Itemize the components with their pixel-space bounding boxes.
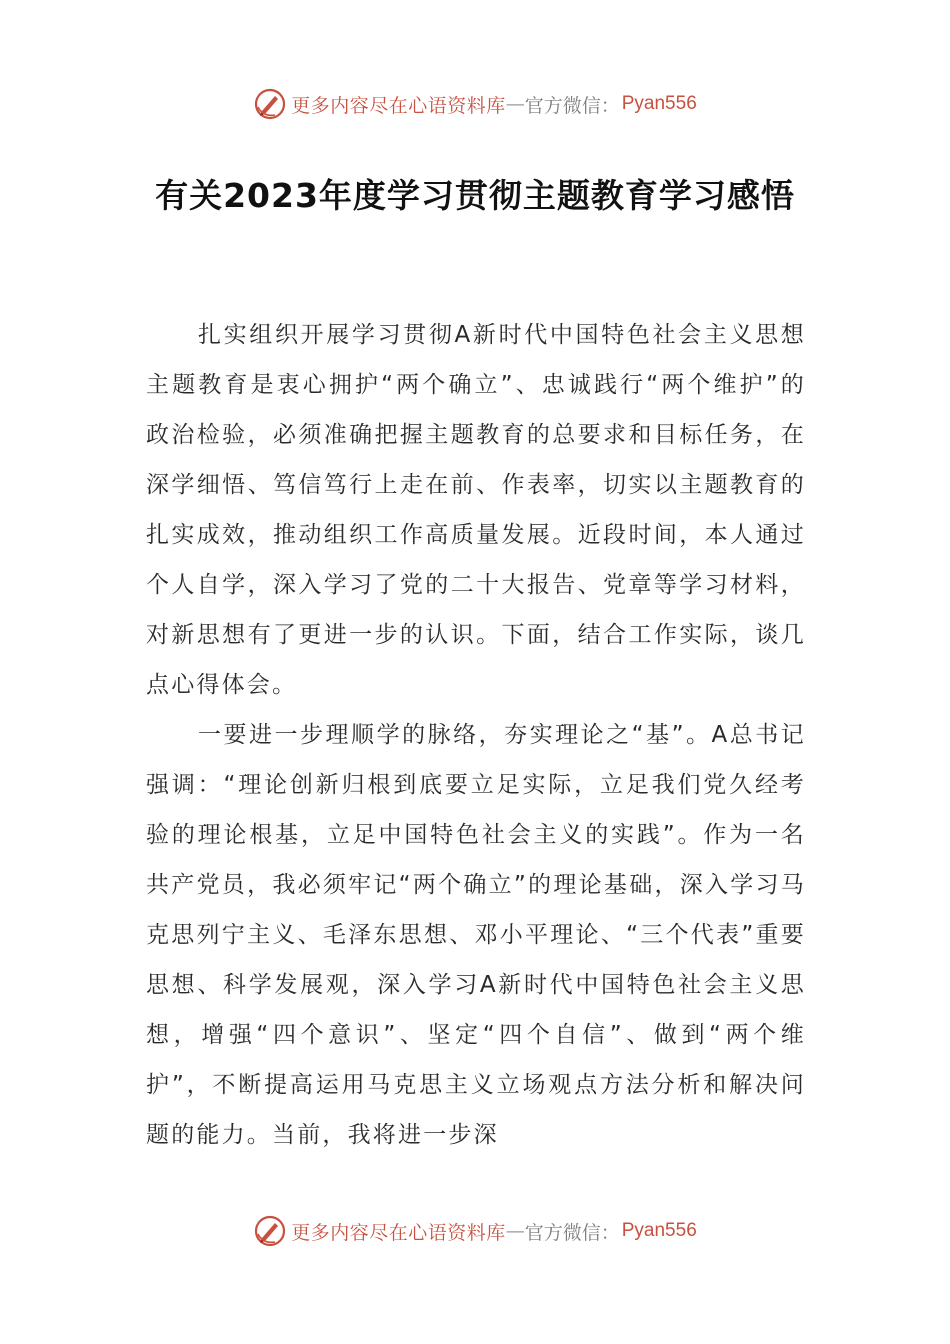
pen-logo-icon bbox=[253, 87, 287, 121]
header-banner bbox=[0, 84, 950, 124]
banner-wechat-id: Pyan556 bbox=[621, 93, 697, 114]
paragraph: 扎实组织开展学习贯彻A新时代中国特色社会主义思想主题教育是衷心拥护“两个确立”、忠诚践行“两个维护”的政治检验，必须准确把握主题教育的总要求和目标任务，在深学细悟、笃信笃行上走在前、作表率，切实以主题教育的扎实成效，推动组织工作高质量发展。近段时间，本人通过个人自学，深入学习了党的二十大报告、党章等学习材料，对新思想有了更进一步的认识。下面，结合工作实际，谈几点心得体会。 bbox=[146, 322, 806, 698]
banner-separator: — bbox=[505, 1220, 525, 1242]
paragraph: 一要进一步理顺学的脉络，夯实理论之“基”。A总书记强调：“理论创新归根到底要立足实际，立足我们党久经考验的理论根基，立足中国特色社会主义的实践”。作为一名共产党员，我必须牢记“两个确立”的理论基础，深入学习马克思列宁主义、毛泽东思想、邓小平理论、“三个代表”重要思想、科学发展观，深入学习A新时代中国特色社会主义思想，增强“四个意识”、坚定“四个自信”、做到“两个维护”，不断提高运用马克思主义立场观点方法分析和解决问题的能力。当前，我将进一步深 bbox=[146, 722, 806, 1148]
page-title: 有关2023年度学习贯彻主题教育学习感悟 bbox=[155, 176, 795, 215]
banner-contact-label: 官方微信： bbox=[524, 1221, 620, 1244]
banner-separator: — bbox=[505, 93, 525, 115]
document-body bbox=[146, 310, 806, 1160]
banner-text: 更多内容尽在心语资料库 bbox=[291, 1221, 506, 1244]
footer-banner bbox=[0, 1211, 950, 1251]
banner-text: 更多内容尽在心语资料库 bbox=[291, 94, 506, 117]
banner-contact-label: 官方微信： bbox=[524, 94, 620, 117]
pen-logo-icon bbox=[253, 1214, 287, 1248]
banner-wechat-id: Pyan556 bbox=[621, 1220, 697, 1241]
